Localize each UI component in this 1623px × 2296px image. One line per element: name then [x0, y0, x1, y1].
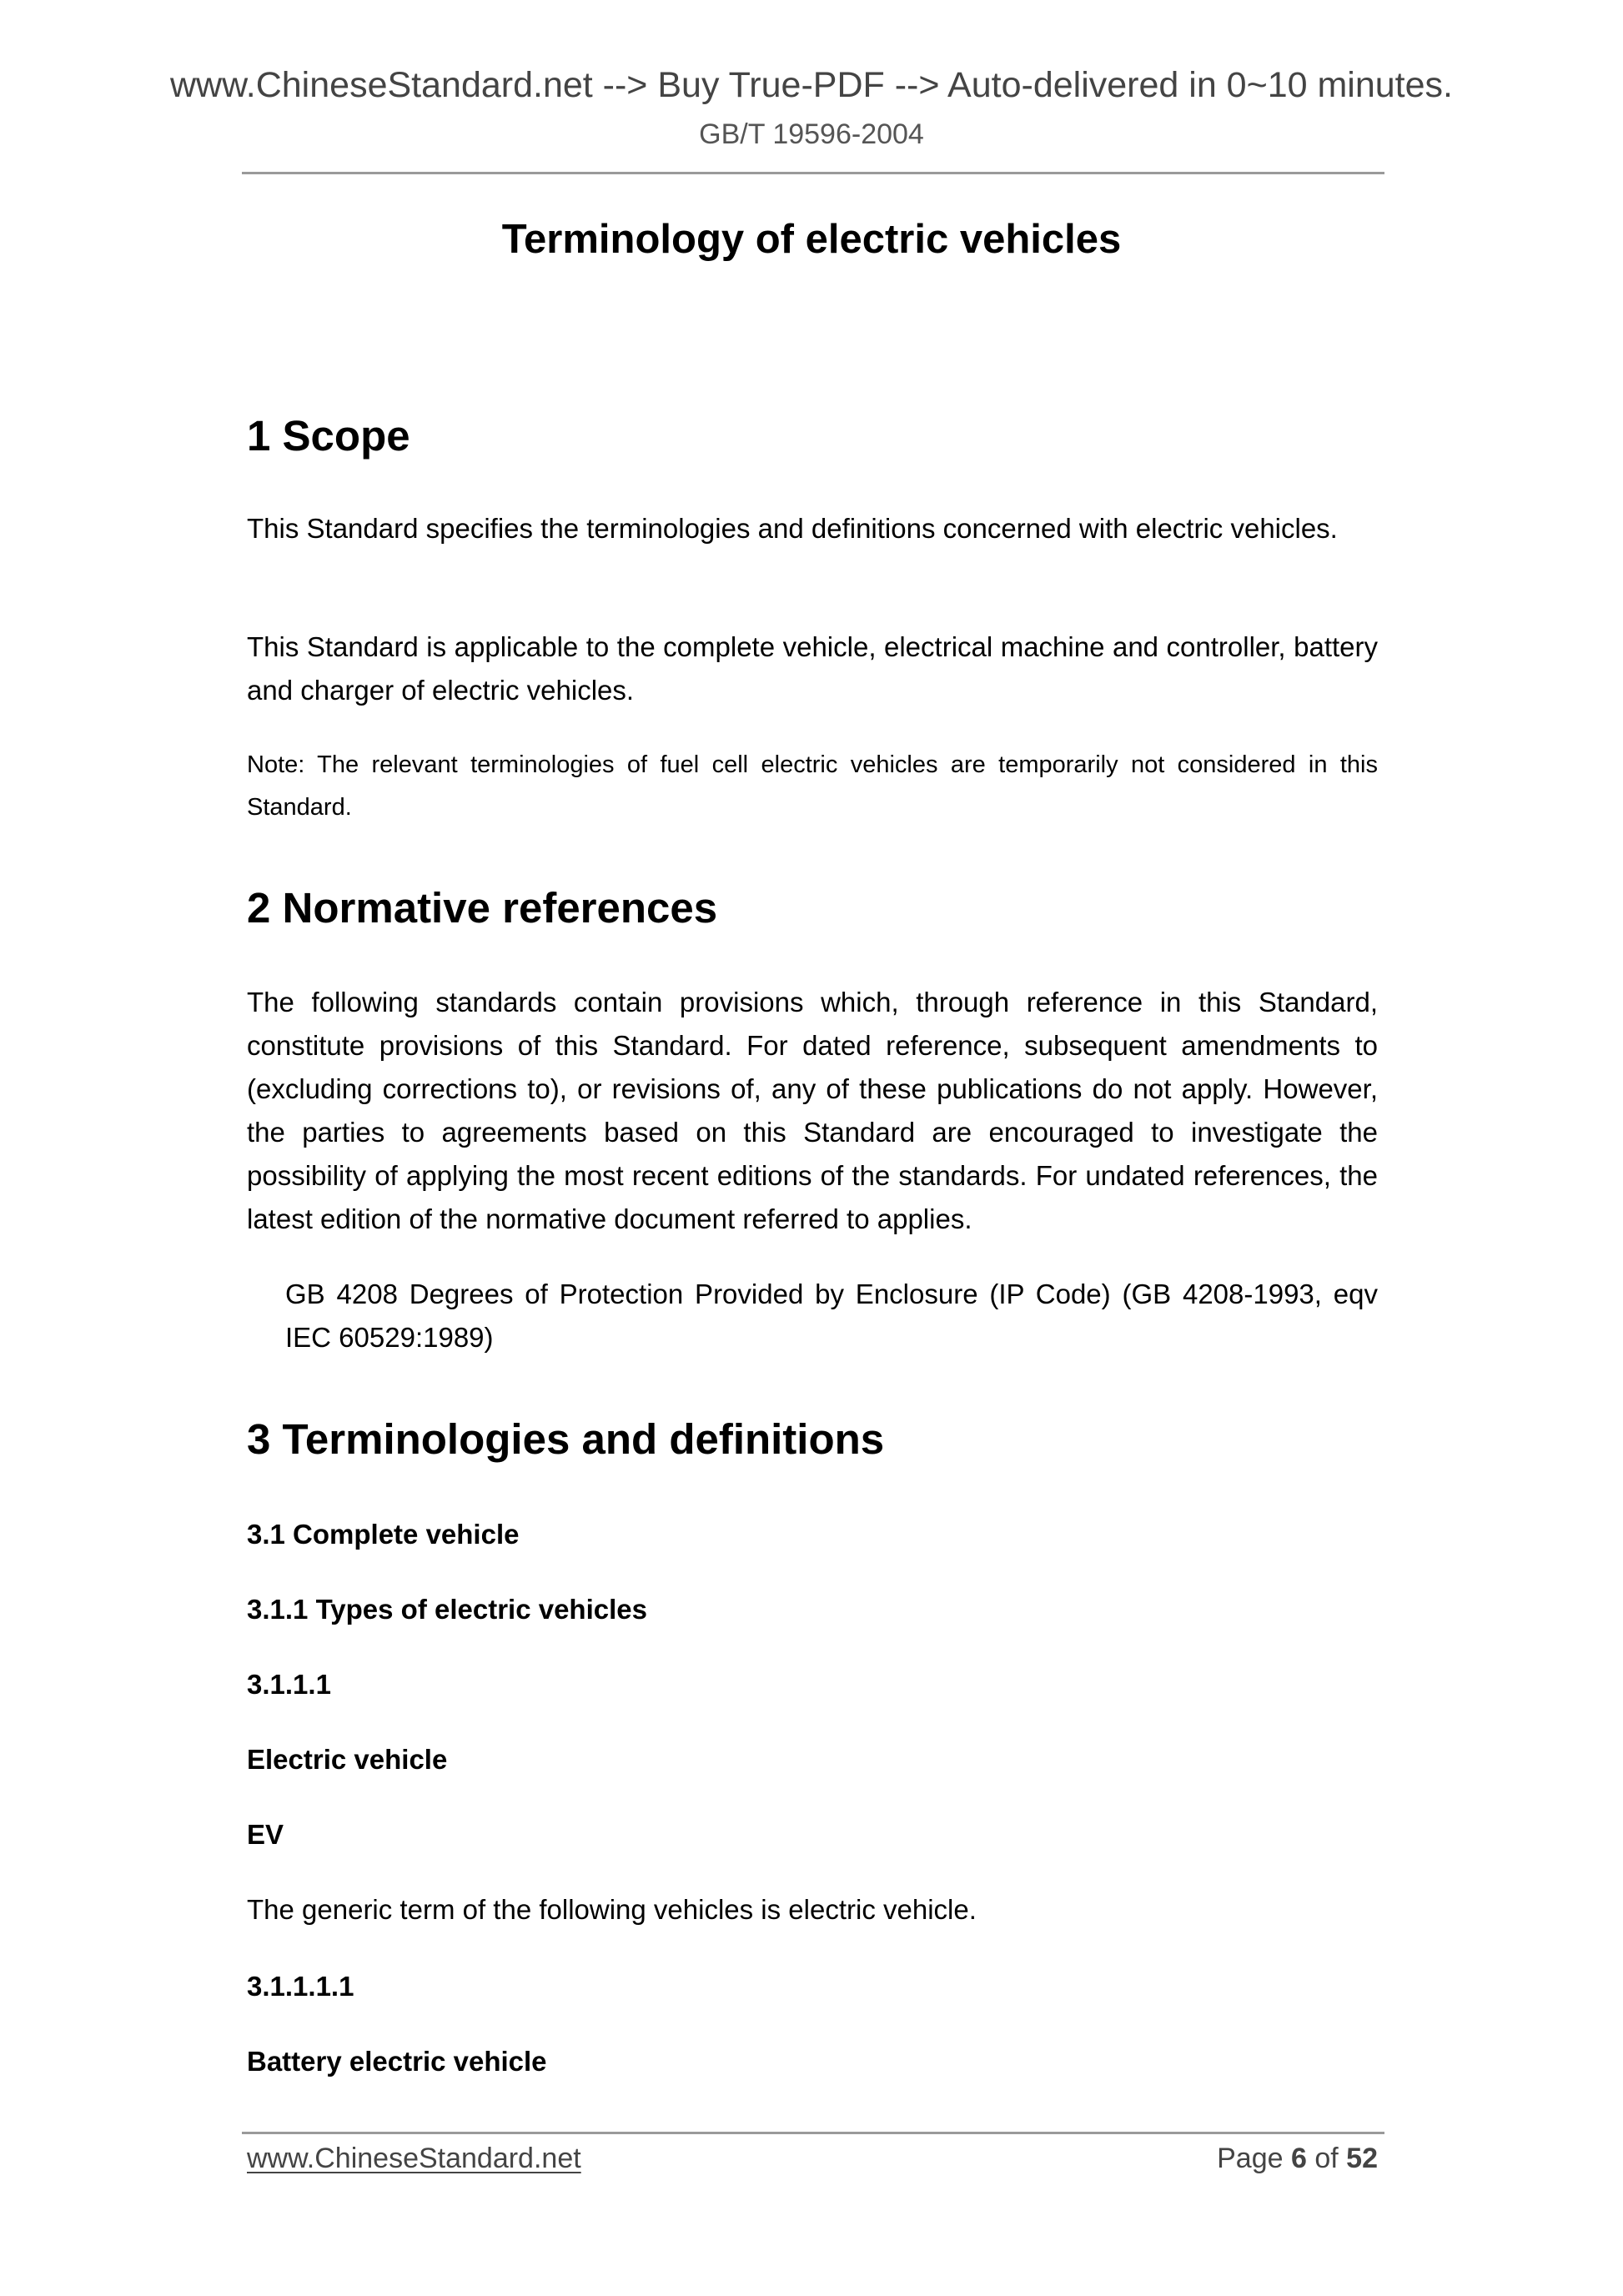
page-indicator	[1217, 2140, 1378, 2177]
footer-divider	[242, 2132, 1384, 2134]
section-heading-scope: 1 Scope	[247, 412, 410, 460]
normative-references-paragraph: The following standards contain provisions which, through reference in this Standard, constitute provisions of this Standard. For dated reference, subsequent amendments to (excluding corrections to), or revisions of, any of these publications do not apply. However, the parties to agreements based on this Standard are encouraged to investigate the possibility of applying the most recent editions of the standards. For undated references, the latest edition of the normative document referred to applies.	[247, 987, 1378, 1234]
page-of: of	[1314, 2143, 1339, 2174]
page-total: 52	[1346, 2143, 1378, 2174]
page-prefix: Page	[1217, 2143, 1284, 2174]
header-divider	[242, 172, 1384, 174]
reference-item-gb4208: GB 4208 Degrees of Protection Provided by Enclosure (IP Code) (GB 4208-1993, eqv IEC 60529:1989)	[285, 1279, 1378, 1353]
definition-electric-vehicle: The generic term of the following vehicles is electric vehicle.	[247, 1894, 977, 1925]
header-banner: www.ChineseStandard.net --> Buy True-PDF --> Auto-delivered in 0~10 minutes.	[169, 65, 1453, 105]
page-current: 6	[1290, 2143, 1307, 2174]
clause-3-1-1-1-1-number: 3.1.1.1.1	[247, 1971, 354, 2002]
standard-code: GB/T 19596-2004	[699, 118, 924, 150]
scope-paragraph-2: This Standard is applicable to the complete vehicle, electrical machine and controller, battery and charger of electric vehicles.	[247, 631, 1378, 706]
term-abbreviation-ev: EV	[247, 1819, 284, 1850]
clause-3-1-heading: 3.1 Complete vehicle	[247, 1519, 520, 1550]
term-battery-electric-vehicle: Battery electric vehicle	[247, 2046, 547, 2077]
section-heading-normative-references: 2 Normative references	[247, 884, 718, 932]
clause-3-1-1-1-number: 3.1.1.1	[247, 1669, 331, 1700]
section-heading-terminologies: 3 Terminologies and definitions	[247, 1415, 885, 1463]
page-title: Terminology of electric vehicles	[501, 217, 1122, 262]
term-electric-vehicle: Electric vehicle	[247, 1744, 448, 1775]
clause-3-1-1-heading: 3.1.1 Types of electric vehicles	[247, 1594, 647, 1625]
footer-site-link[interactable]: www.ChineseStandard.net	[247, 2143, 581, 2174]
scope-paragraph-1: This Standard specifies the terminologies and definitions concerned with electric vehicles.	[247, 513, 1338, 544]
scope-note: Note: The relevant terminologies of fuel cell electric vehicles are temporarily not considered in this Standard.	[247, 751, 1378, 821]
